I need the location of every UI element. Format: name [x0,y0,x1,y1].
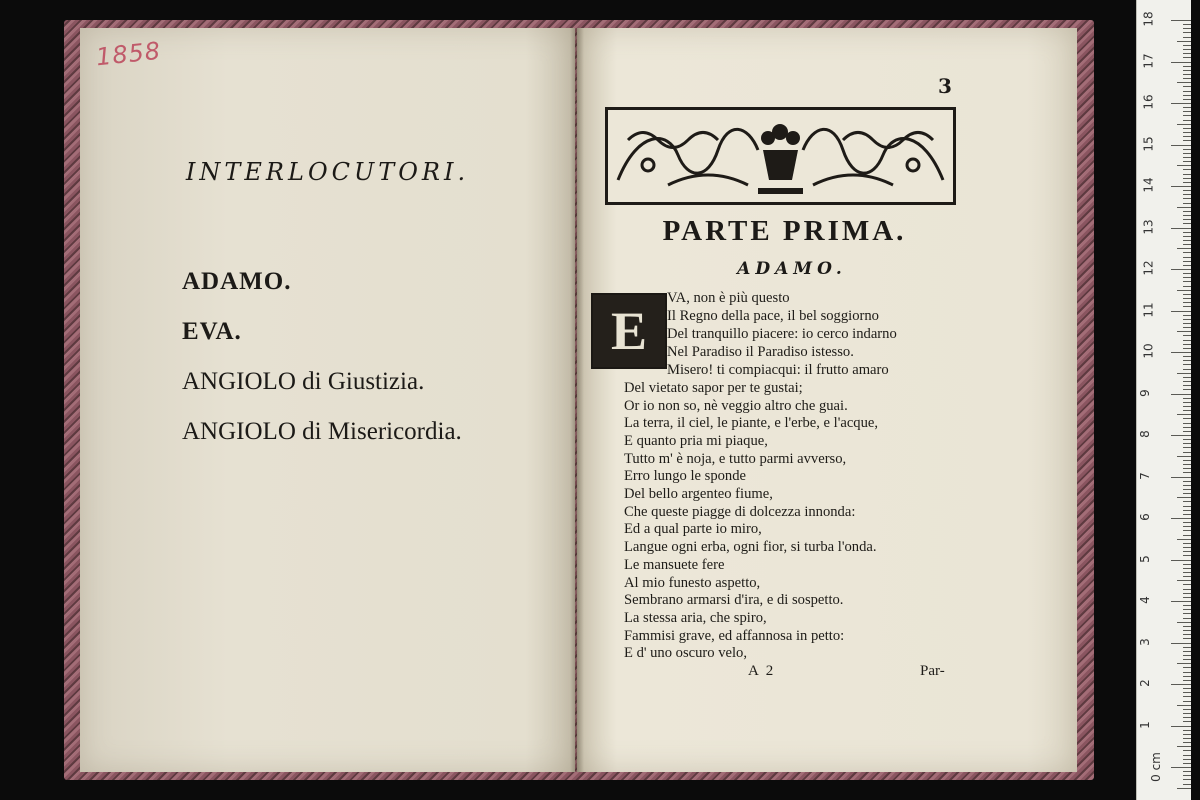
ruler-tick [1183,510,1191,511]
verse-line: Fammisi grave, ed affannosa in petto: [624,628,845,644]
ruler-tick [1183,24,1191,25]
ruler-tick [1183,597,1191,598]
ruler-tick [1183,493,1191,494]
verse-line: Nel Paradiso il Paradiso istesso. [667,344,854,360]
ruler-tick [1183,327,1191,328]
ruler-tick [1183,572,1191,573]
ruler-tick [1171,186,1191,187]
ruler-tick [1183,759,1191,760]
ruler-tick [1177,580,1191,581]
ruler-tick [1183,406,1191,407]
ruler-tick [1183,385,1191,386]
ruler-tick [1183,356,1191,357]
ruler-tick [1183,721,1191,722]
ruler-tick [1183,514,1191,515]
ruler-tick [1183,261,1191,262]
ruler-tick [1183,70,1191,71]
ruler-tick [1183,692,1191,693]
verse-line: Del tranquillo piacere: io cerco indarno [667,326,897,342]
ruler-tick [1183,91,1191,92]
ruler-tick [1183,618,1191,619]
ruler-tick [1183,750,1191,751]
ruler-tick [1183,481,1191,482]
ruler-tick [1183,526,1191,527]
part-title: PARTE PRIMA. [662,215,907,247]
ruler-tick [1183,153,1191,154]
ruler-tick [1183,115,1191,116]
ruler-tick [1177,82,1191,83]
ruler-tick [1183,680,1191,681]
ruler-tick [1183,111,1191,112]
ruler-tick [1183,472,1191,473]
ruler-tick [1183,178,1191,179]
verse-line: Del vietato sapor per te gustai; [624,380,803,396]
ruler-tick [1183,672,1191,673]
verse-line: La terra, il ciel, le piante, e l'erbe, e l'acque, [624,415,879,431]
ruler-tick [1183,402,1191,403]
ruler-label: 1 [1137,720,1152,729]
ruler-tick [1183,257,1191,258]
ruler-tick [1171,20,1191,21]
verse-line: E d' uno oscuro velo, [624,645,748,661]
ruler-tick [1183,281,1191,282]
verse-line: VA, non è più questo [667,290,790,306]
ruler-label: 8 [1137,430,1152,438]
handwritten-note: 1858 [94,36,163,72]
ruler-tick [1183,244,1191,245]
ruler-label: 12 [1141,260,1156,276]
character-angiolo-giustizia: ANGIOLO di Giustizia. [182,368,425,395]
ruler-tick [1183,348,1191,349]
ruler-tick [1183,551,1191,552]
character-eva: EVA. [182,318,242,345]
ruler-tick [1177,663,1191,664]
ruler-tick [1183,95,1191,96]
ruler-tick [1183,659,1191,660]
ruler-tick [1183,49,1191,50]
ruler-tick [1183,543,1191,544]
ruler-tick [1183,128,1191,129]
verse-line: Che queste piagge di dolcezza innonda: [624,504,856,520]
ruler-tick [1171,62,1191,63]
drop-cap: E [591,293,667,369]
ruler-tick [1183,45,1191,46]
ruler-tick [1183,37,1191,38]
ruler-tick [1183,174,1191,175]
ruler-tick [1183,32,1191,33]
ruler-tick [1183,755,1191,756]
ruler-tick [1183,547,1191,548]
ruler-tick [1183,630,1191,631]
ruler-tick [1177,788,1191,789]
decorative-headpiece-icon [605,107,956,205]
ruler-tick [1183,717,1191,718]
ruler-tick [1183,418,1191,419]
ruler-tick [1171,560,1191,561]
ruler-tick [1183,306,1191,307]
verse-line: Tutto m' è noja, e tutto parmi avverso, [624,451,847,467]
ruler-tick [1183,568,1191,569]
ruler-tick [1177,746,1191,747]
ruler-label: 0 cm [1148,752,1163,782]
ruler-label: 18 [1141,11,1156,27]
ruler-tick [1183,335,1191,336]
ruler-tick [1177,41,1191,42]
verse-line: La stessa aria, che spiro, [624,610,767,626]
character-angiolo-misericordia: ANGIOLO di Misericordia. [182,418,462,445]
ruler-tick [1183,696,1191,697]
ruler-tick [1183,74,1191,75]
ruler-tick [1183,410,1191,411]
ruler-tick [1183,626,1191,627]
ruler-tick [1183,535,1191,536]
ruler-tick [1183,647,1191,648]
verse-line: Or io non so, nè veggio altro che guai. [624,398,848,414]
verse-line: E quanto pria mi piaque, [624,433,768,449]
ruler-tick [1183,315,1191,316]
ruler-tick [1183,381,1191,382]
ruler-tick [1177,705,1191,706]
verse-line: Al mio funesto aspetto, [624,575,761,591]
ruler-tick [1183,576,1191,577]
ruler-tick [1171,435,1191,436]
ruler-tick [1183,236,1191,237]
ruler-tick [1183,240,1191,241]
ruler-tick [1171,394,1191,395]
ruler-tick [1177,331,1191,332]
ruler-tick [1183,522,1191,523]
ruler-tick [1183,763,1191,764]
verse-line: Le mansuete fere [624,557,725,573]
page-number: 3 [938,74,952,98]
ruler-tick [1183,771,1191,772]
ruler-tick [1183,638,1191,639]
ruler-tick [1183,344,1191,345]
ruler-tick [1183,605,1191,606]
character-adamo: ADAMO. [182,268,292,295]
ruler-tick [1183,584,1191,585]
ruler-tick [1177,539,1191,540]
ruler-tick [1183,713,1191,714]
ruler-tick [1183,460,1191,461]
ruler-tick [1183,530,1191,531]
ruler-tick [1183,443,1191,444]
ruler-label: 5 [1137,554,1152,563]
ruler-tick [1183,107,1191,108]
ruler-tick [1177,165,1191,166]
ruler-tick [1171,726,1191,727]
ruler-tick [1183,655,1191,656]
ruler-tick [1171,145,1191,146]
ruler-tick [1183,676,1191,677]
ruler-tick [1183,555,1191,556]
ruler-label: 7 [1137,471,1152,480]
ruler-tick [1183,651,1191,652]
ruler-tick [1183,78,1191,79]
verse-line: Del bello argenteo fiume, [624,486,773,502]
ruler-tick [1183,277,1191,278]
ruler-tick [1183,439,1191,440]
ruler-tick [1183,294,1191,295]
ruler-tick [1177,290,1191,291]
ruler-label: 4 [1137,596,1152,604]
interlocutori-heading: INTERLOCUTORI. [185,158,470,186]
ruler-tick [1183,99,1191,100]
ruler-tick [1183,120,1191,121]
ruler-tick [1183,431,1191,432]
ruler-tick [1183,688,1191,689]
ruler-label: 2 [1137,679,1152,687]
ruler-tick [1177,414,1191,415]
ruler-tick [1183,742,1191,743]
ruler-tick [1183,298,1191,299]
ruler-tick [1183,447,1191,448]
ruler-tick [1183,452,1191,453]
ruler-tick [1183,709,1191,710]
ruler-label: 3 [1137,637,1152,646]
ruler-tick [1183,53,1191,54]
ruler-label: 13 [1141,218,1156,235]
ruler-tick [1183,232,1191,233]
ruler-tick [1177,497,1191,498]
ruler-tick [1171,269,1191,270]
ruler-tick [1183,489,1191,490]
ruler-tick [1183,302,1191,303]
ruler-tick [1183,667,1191,668]
ruler-label: 6 [1137,513,1152,521]
verse-line: Misero! ti compiacqui: il frutto amaro [667,362,889,378]
ruler-tick [1183,340,1191,341]
ruler-tick [1183,161,1191,162]
ruler-tick [1183,66,1191,67]
ruler-tick [1183,501,1191,502]
ruler-tick [1171,767,1191,768]
ruler-tick [1183,730,1191,731]
ruler-tick [1183,323,1191,324]
ruler-tick [1171,601,1191,602]
ruler-tick [1183,157,1191,158]
ruler-tick [1183,377,1191,378]
signature-mark: A 2 [748,663,776,679]
ruler-tick [1171,228,1191,229]
ruler-tick [1183,265,1191,266]
ruler-tick [1183,286,1191,287]
ruler-label: 17 [1141,52,1156,69]
ruler-tick [1183,252,1191,253]
ruler-tick [1183,57,1191,58]
ruler-tick [1183,398,1191,399]
ruler-tick [1177,207,1191,208]
ruler-tick [1183,468,1191,469]
ruler-tick [1183,136,1191,137]
ruler-tick [1183,589,1191,590]
ruler-tick [1177,248,1191,249]
ruler-tick [1183,86,1191,87]
ruler-tick [1183,203,1191,204]
ruler-tick [1183,28,1191,29]
ruler-tick [1183,364,1191,365]
verse-line: Erro lungo le sponde [624,468,746,484]
verse-line: Langue ogni erba, ogni fior, si turba l'onda. [624,539,877,555]
verse-line: Il Regno della pace, il bel soggiorno [667,308,879,324]
ruler-tick [1183,190,1191,191]
ruler-label: 14 [1141,177,1156,193]
ruler-tick [1171,103,1191,104]
ruler-tick [1183,634,1191,635]
ruler-tick [1177,622,1191,623]
ruler-tick [1183,613,1191,614]
ruler-tick [1183,211,1191,212]
ruler-tick [1177,124,1191,125]
ruler-tick [1183,464,1191,465]
ruler-tick [1183,779,1191,780]
ruler-tick [1183,273,1191,274]
ruler-tick [1171,352,1191,353]
ruler-tick [1183,701,1191,702]
ruler-tick [1183,738,1191,739]
ruler-tick [1171,684,1191,685]
ruler-tick [1177,456,1191,457]
ruler-tick [1183,775,1191,776]
left-page [80,28,575,772]
ruler-tick [1183,132,1191,133]
ruler-tick [1183,485,1191,486]
ruler-tick [1183,734,1191,735]
ruler-tick [1183,784,1191,785]
book-gutter [570,28,584,772]
ruler-tick [1183,182,1191,183]
ruler-tick [1183,149,1191,150]
ruler-tick [1183,194,1191,195]
verse-line: Sembrano armarsi d'ira, e di sospetto. [624,592,844,608]
ruler-tick [1183,564,1191,565]
catchword: Par- [920,663,945,679]
ruler-tick [1183,389,1191,390]
verse-line: Ed a qual parte io miro, [624,521,762,537]
speaker-name: ADAMO. [737,259,847,279]
ruler-tick [1171,311,1191,312]
ruler-tick [1183,319,1191,320]
ruler-tick [1183,198,1191,199]
ruler-label: 9 [1137,388,1152,397]
ruler-tick [1171,477,1191,478]
ruler-label: 10 [1141,343,1156,359]
ruler-tick [1183,506,1191,507]
ruler-tick [1177,373,1191,374]
ruler-tick [1183,140,1191,141]
ruler-tick [1183,427,1191,428]
ruler-label: 16 [1141,94,1156,110]
ruler-tick [1183,369,1191,370]
ruler-tick [1171,643,1191,644]
ruler-tick [1183,169,1191,170]
ruler-tick [1183,609,1191,610]
ruler-tick [1171,518,1191,519]
ruler-label: 11 [1141,301,1156,318]
ruler-tick [1183,223,1191,224]
ruler-label: 15 [1141,135,1156,152]
ruler-tick [1183,219,1191,220]
measurement-ruler [1136,0,1191,800]
ruler-tick [1183,423,1191,424]
ruler-tick [1183,215,1191,216]
ruler-tick [1183,360,1191,361]
ruler-tick [1183,593,1191,594]
